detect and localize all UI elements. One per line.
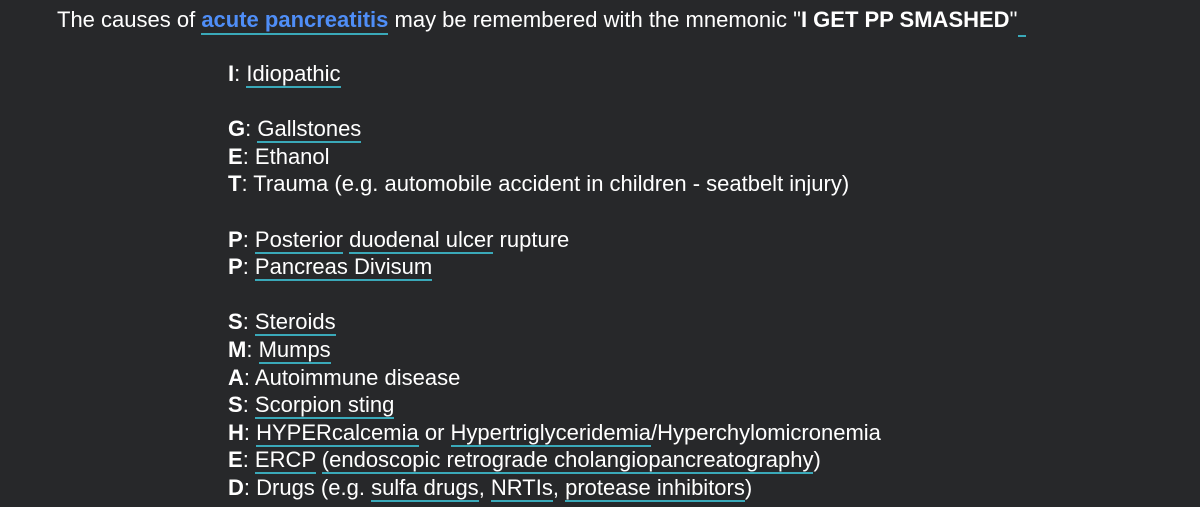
separator: :: [242, 447, 255, 473]
mnemonic-item-hypercalcemia: [228, 419, 881, 447]
steroids-link[interactable]: Steroids: [254, 309, 336, 335]
spacer: [228, 198, 881, 226]
mnemonic-text: I GET PP SMASHED: [800, 7, 1010, 32]
ercp-expansion-link[interactable]: (endoscopic retrograde cholangiopancreatography: [321, 447, 814, 473]
mumps-link[interactable]: Mumps: [258, 336, 331, 362]
mnemonic-letter: G: [228, 116, 246, 142]
hyperchylomicronemia-text: /Hyperchylomicronemia: [651, 419, 881, 445]
separator: :: [242, 254, 255, 280]
spacer: [228, 88, 881, 116]
idiopathic-link[interactable]: Idiopathic: [246, 61, 341, 86]
mnemonic-item-autoimmune: [228, 364, 881, 392]
space-text: [316, 447, 322, 472]
mnemonic-item-ercp: [228, 446, 881, 474]
mnemonic-letter: P: [228, 254, 243, 280]
spacer: [228, 281, 881, 309]
mnemonic-letter: H: [228, 419, 244, 445]
trauma-text: Trauma (e.g. automobile accident in children - seatbelt injury): [253, 171, 850, 197]
hypertriglyceridemia-link[interactable]: Hypertriglyceridemia: [450, 419, 652, 445]
separator: :: [242, 309, 255, 335]
separator: :: [242, 392, 255, 418]
separator: :: [234, 61, 247, 86]
intro-text-middle: may be remembered with the mnemonic ": [388, 7, 801, 32]
mnemonic-item-drugs: [228, 474, 881, 502]
mnemonic-letter: A: [228, 364, 244, 390]
mnemonic-letter: T: [228, 171, 242, 197]
or-text: or: [418, 419, 451, 445]
drugs-text: Drugs (e.g.: [256, 474, 372, 500]
ethanol-text: Ethanol: [254, 143, 330, 169]
scorpion-sting-link[interactable]: Scorpion sting: [254, 392, 395, 418]
close-paren-text: ): [744, 474, 753, 500]
posterior-link[interactable]: Posterior: [254, 226, 343, 252]
mnemonic-item-idiopathic: [228, 60, 881, 88]
separator: :: [243, 419, 257, 445]
mnemonic-item-scorpion-sting: [228, 391, 881, 419]
pancreas-divisum-link[interactable]: Pancreas Divisum: [254, 254, 433, 280]
mnemonic-letter: I: [228, 61, 235, 86]
duodenal-ulcer-link[interactable]: duodenal ulcer: [349, 226, 494, 252]
rupture-text: rupture: [493, 226, 570, 252]
intro-sentence: [57, 5, 1026, 37]
mnemonic-item-gallstones: [228, 115, 881, 143]
separator: :: [246, 336, 259, 362]
mnemonic-letter: M: [228, 336, 247, 362]
mnemonic-letter: E: [228, 447, 243, 473]
separator: :: [242, 226, 255, 252]
mnemonic-letter: S: [228, 392, 243, 418]
gallstones-link[interactable]: Gallstones: [257, 116, 362, 142]
acute-pancreatitis-link[interactable]: acute pancreatitis: [201, 7, 388, 35]
mnemonic-item-posterior-duodenal-ulcer: [228, 226, 881, 254]
separator: :: [245, 116, 258, 142]
mnemonic-item-mumps: [228, 336, 881, 364]
separator: :: [243, 474, 257, 500]
comma-text: ,: [478, 474, 491, 500]
mnemonic-item-pancreas-divisum: [228, 253, 881, 281]
hypercalcemia-link[interactable]: HYPERcalcemia: [256, 419, 419, 445]
mnemonic-list: [228, 60, 881, 502]
separator: :: [241, 171, 254, 197]
comma-text: ,: [552, 474, 566, 500]
mnemonic-item-steroids: [228, 308, 881, 336]
close-paren-text: ): [813, 447, 821, 473]
mnemonic-letter: P: [228, 226, 243, 252]
mnemonic-letter: S: [228, 309, 243, 335]
mnemonic-letter: D: [228, 474, 244, 500]
intro-text-after: ": [1009, 7, 1018, 32]
ercp-link[interactable]: ERCP: [254, 447, 316, 473]
separator: :: [243, 364, 255, 390]
mnemonic-item-trauma: [228, 170, 881, 198]
mnemonic-item-ethanol: [228, 143, 881, 171]
protease-inhibitors-link[interactable]: protease inhibitors: [565, 474, 745, 500]
mnemonic-letter: E: [228, 143, 243, 169]
sulfa-drugs-link[interactable]: sulfa drugs: [371, 474, 479, 500]
nrtis-link[interactable]: NRTIs: [490, 474, 553, 500]
footnote-link-mark[interactable]: [1018, 5, 1026, 37]
intro-text-before: The causes of: [57, 7, 202, 32]
autoimmune-text: Autoimmune disease: [254, 364, 461, 390]
separator: :: [242, 143, 255, 169]
